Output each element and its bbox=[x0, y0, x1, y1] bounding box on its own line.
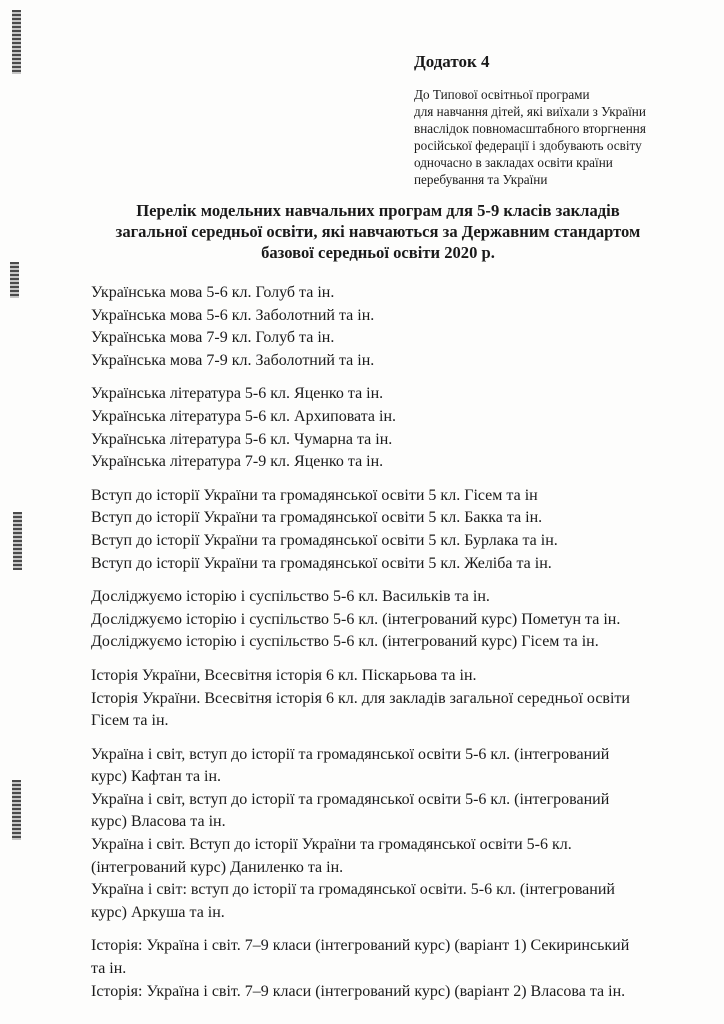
heading-line: базової середньої освіти 2020 р. bbox=[261, 243, 495, 262]
program-line: Вступ до історії України та громадянської освіти 5 кл. Желіба та ін. bbox=[91, 554, 552, 572]
program-line: Вступ до історії України та громадянської освіти 5 кл. Гісем та ін bbox=[91, 486, 538, 504]
appendix-title: Додаток 4 bbox=[414, 52, 490, 71]
program-line: Україна і світ, вступ до історії та громадянської освіти 5-6 кл. (інтегрований bbox=[91, 790, 610, 808]
program-line: Вступ до історії України та громадянської освіти 5 кл. Бакка та ін. bbox=[91, 509, 543, 527]
program-line: Українська література 5-6 кл. Яценко та ін. bbox=[91, 385, 384, 403]
program-line: Вступ до історії України та громадянської освіти 5 кл. Бурлака та ін. bbox=[91, 531, 558, 549]
program-line: курс) Аркуша та ін. bbox=[91, 903, 225, 921]
program-group bbox=[91, 744, 691, 925]
program-line: Українська література 7-9 кл. Яценко та ін. bbox=[91, 453, 384, 471]
program-line: Українська література 5-6 кл. Чумарна та ін. bbox=[91, 430, 393, 448]
program-line: Досліджуємо історію і суспільство 5-6 кл. (інтегрований курс) Гісем та ін. bbox=[91, 633, 599, 651]
program-line: Гісем та ін. bbox=[91, 712, 169, 730]
program-line: курс) Кафтан та ін. bbox=[91, 768, 222, 786]
program-group bbox=[91, 665, 691, 733]
program-line: Україна і світ: вступ до історії та громадянської освіти. 5-6 кл. (інтегрований bbox=[91, 881, 615, 899]
appendix-note bbox=[414, 86, 704, 188]
appendix-note-line: перебування та України bbox=[414, 172, 548, 187]
program-line: Українська мова 7-9 кл. Заболотний та ін. bbox=[91, 351, 375, 369]
scan-edge-mark bbox=[12, 10, 21, 74]
program-group bbox=[91, 282, 691, 372]
scan-edge-mark bbox=[13, 512, 22, 570]
program-group bbox=[91, 935, 691, 1003]
program-line: Українська мова 7-9 кл. Голуб та ін. bbox=[91, 329, 335, 347]
scan-edge-mark bbox=[12, 780, 21, 840]
program-line: курс) Власова та ін. bbox=[91, 813, 226, 831]
program-line: Українська література 5-6 кл. Архиповата ін. bbox=[91, 407, 397, 425]
appendix-note-line: одночасно в закладах освіти країни bbox=[414, 155, 613, 170]
appendix-note-line: До Типової освітньої програми bbox=[414, 87, 590, 102]
program-group bbox=[91, 485, 691, 575]
heading-line: Перелік модельних навчальних програм для 5-9 класів закладів bbox=[136, 201, 620, 220]
scan-edge-mark bbox=[10, 262, 19, 298]
appendix-block bbox=[414, 52, 704, 188]
program-group bbox=[91, 586, 691, 654]
program-line: Україна і світ. Вступ до історії України та громадянської освіти 5-6 кл. bbox=[91, 836, 572, 854]
document-heading bbox=[88, 200, 668, 263]
program-group bbox=[91, 383, 691, 473]
appendix-note-line: для навчання дітей, які виїхали з України bbox=[414, 104, 646, 119]
program-line: Історія: Україна і світ. 7–9 класи (інтегрований курс) (варіант 2) Власова та ін. bbox=[91, 982, 626, 1000]
program-list bbox=[91, 282, 691, 1014]
appendix-note-line: внаслідок повномасштабного вторгнення bbox=[414, 121, 646, 136]
program-line: Історія: Україна і світ. 7–9 класи (інтегрований курс) (варіант 1) Секиринський bbox=[91, 937, 630, 955]
heading-line: загальної середньої освіти, які навчаються за Державним стандартом bbox=[115, 222, 641, 241]
program-line: Українська мова 5-6 кл. Заболотний та ін. bbox=[91, 306, 375, 324]
program-line: та ін. bbox=[91, 960, 127, 978]
program-line: Досліджуємо історію і суспільство 5-6 кл. Васильків та ін. bbox=[91, 588, 490, 606]
program-line: (інтегрований курс) Даниленко та ін. bbox=[91, 858, 344, 876]
program-line: Україна і світ, вступ до історії та громадянської освіти 5-6 кл. (інтегрований bbox=[91, 745, 610, 763]
program-line: Українська мова 5-6 кл. Голуб та ін. bbox=[91, 284, 335, 301]
program-line: Історія України, Всесвітня історія 6 кл. Піскарьова та ін. bbox=[91, 666, 477, 684]
program-line: Досліджуємо історію і суспільство 5-6 кл. (інтегрований курс) Пометун та ін. bbox=[91, 610, 621, 628]
program-line: Історія України. Всесвітня історія 6 кл. для закладів загальної середньої освіти bbox=[91, 689, 630, 707]
appendix-note-line: російської федерації і здобувають освіту bbox=[414, 138, 642, 153]
